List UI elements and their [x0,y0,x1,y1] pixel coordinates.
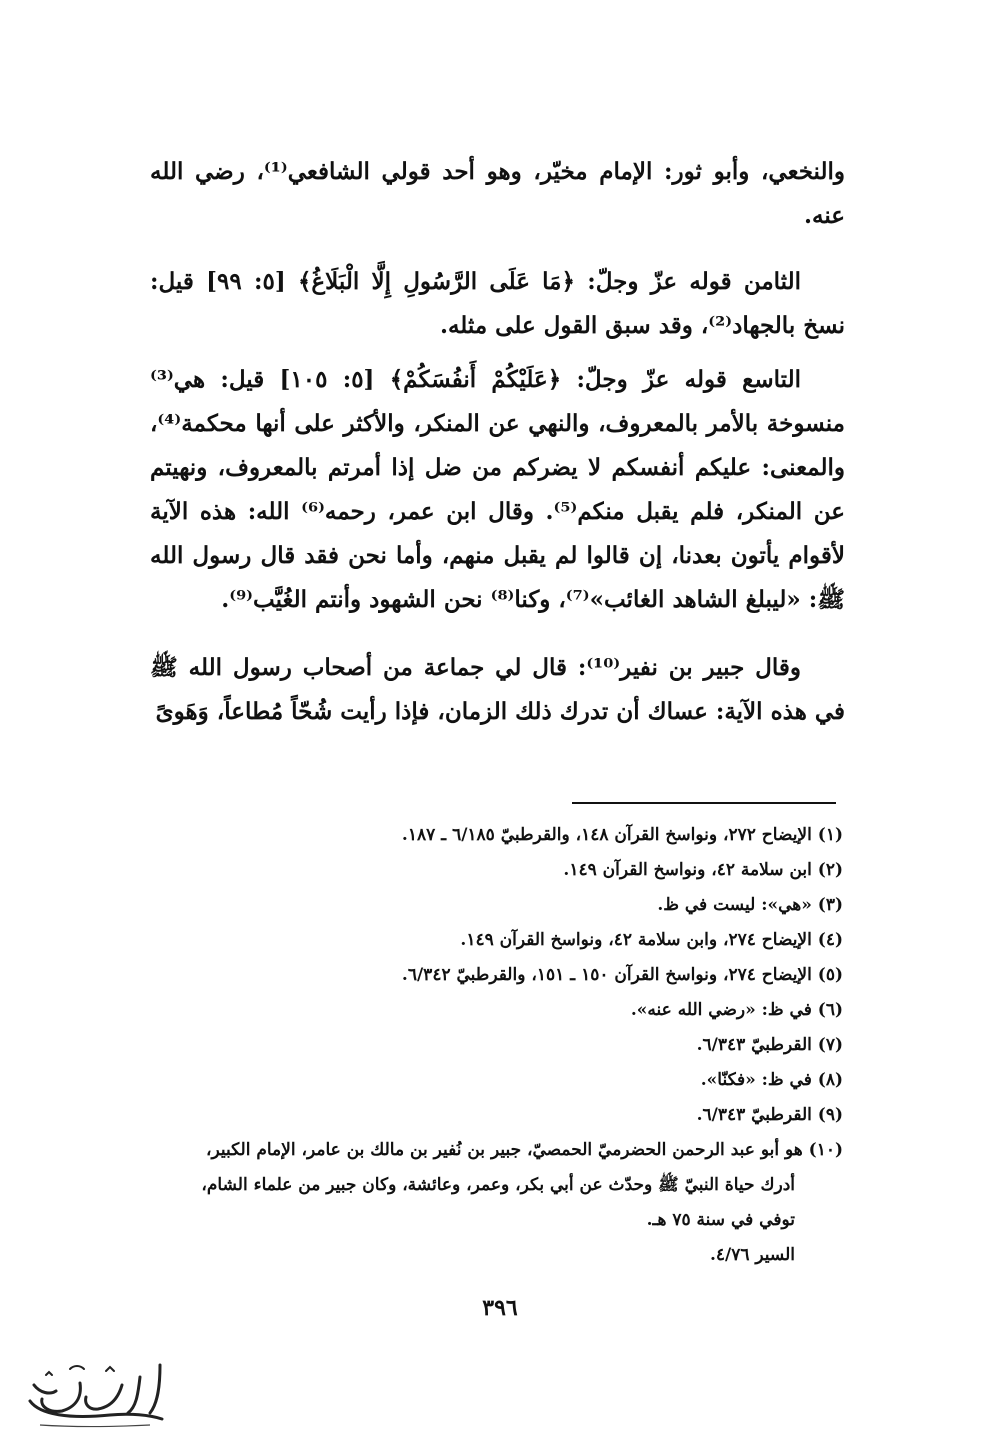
footnote-6: (٦) في ظ: «رضي الله عنه». [630,1000,843,1020]
footnote-10: (١٠) هو أبو عبد الرحمن الحضرميّ الحمصيّ، جبير بن نُفير بن مالك بن عامر، الإمام الكبير، [206,1140,843,1160]
paragraph-1: والنخعي، وأبو ثور: الإمام مخيّر، وهو أحد قولي الشافعي⁽¹⁾، رضي الله عنه. [150,158,845,229]
paragraph-3-rest: [٥: ١٠٥] قيل: هي⁽³⁾ منسوخة بالأمر بالمعروف، والنهي عن المنكر، والأكثر على أنها محكمة⁽⁴⁾، والمعنى: عليكم أنفسكم لا يضركم من ضل إذا أمرتم بالمعروف، ونهيتم عن المنكر، فلم يقبل منكم⁽⁵⁾. وقال ابن عمر، رحمه⁽⁶⁾ الله: هذه الآية لأقوام يأتون بعدنا، إن قالوا لم يقبل منهم، وأما نحن فقد قال رسول الله ﷺ: «ليبلغ الشاهد الغائب»⁽⁷⁾، وكنا⁽⁸⁾ نحن الشهود وأنتم الغُيَّب⁽⁹⁾. [150,366,845,613]
footnote-8: (٨) في ظ: «فكنّا». [700,1070,843,1090]
main-text [150,150,845,734]
quran-verse: ﴿عَلَيْكُمْ أَنفُسَكُمْ﴾ [389,366,562,393]
paragraph-3 [150,358,845,622]
footnote-5: (٥) الإيضاح ٢٧٤، ونواسخ القرآن ١٥٠ ـ ١٥١، والقرطبيّ ٦/٣٤٢. [401,965,843,985]
paragraph-3-lead: التاسع قوله عزّ وجلّ: [561,366,801,393]
footnote-2: (٢) ابن سلامة ٤٢، ونواسخ القرآن ١٤٩. [563,860,843,880]
quran-verse: ﴿مَا عَلَى الرَّسُولِ إِلَّا الْبَلَاغُ﴾ [297,268,575,295]
footnote-10-continuation: توفي في سنة ٧٥ هـ. [646,1210,795,1230]
page-number: ٣٩٦ [482,1295,518,1321]
paragraph-2-rest: [٥: ٩٩] قيل: نسخ بالجهاد⁽²⁾، وقد سبق القول على مثله. [150,268,845,339]
footnote-3: (٣) «هي»: ليست في ظ. [657,895,843,915]
paragraph-2 [150,260,845,348]
calligraphy-logo [10,1355,170,1430]
footnote-10-continuation: أدرك حياة النبيّ ﷺ وحدّث عن أبي بكر، وعمر، وعائشة، وكان جبير من علماء الشام، [201,1175,795,1195]
footnote-4: (٤) الإيضاح ٢٧٤، وابن سلامة ٤٢، ونواسخ القرآن ١٤٩. [460,930,843,950]
footnote-9: (٩) القرطبيّ ٦/٣٤٣. [696,1105,843,1125]
footnote-7: (٧) القرطبيّ ٦/٣٤٣. [696,1035,843,1055]
footnotes [150,818,843,1273]
paragraph-4: وقال جبير بن نفير⁽¹⁰⁾: قال لي جماعة من أصحاب رسول الله ﷺ في هذه الآية: عساك أن تدرك ذلك الزمان، فإذا رأيت شُحّاً مُطاعاً، وَهَوىً [150,654,845,725]
footnote-10-source: السير ٤/٧٦. [709,1245,795,1265]
footnote-1: (١) الإيضاح ٢٧٢، ونواسخ القرآن ١٤٨، والقرطبيّ ٦/١٨٥ ـ ١٨٧. [401,825,843,845]
paragraph-2-lead: الثامن قوله عزّ وجلّ: [574,268,802,295]
footnote-separator [572,802,836,804]
